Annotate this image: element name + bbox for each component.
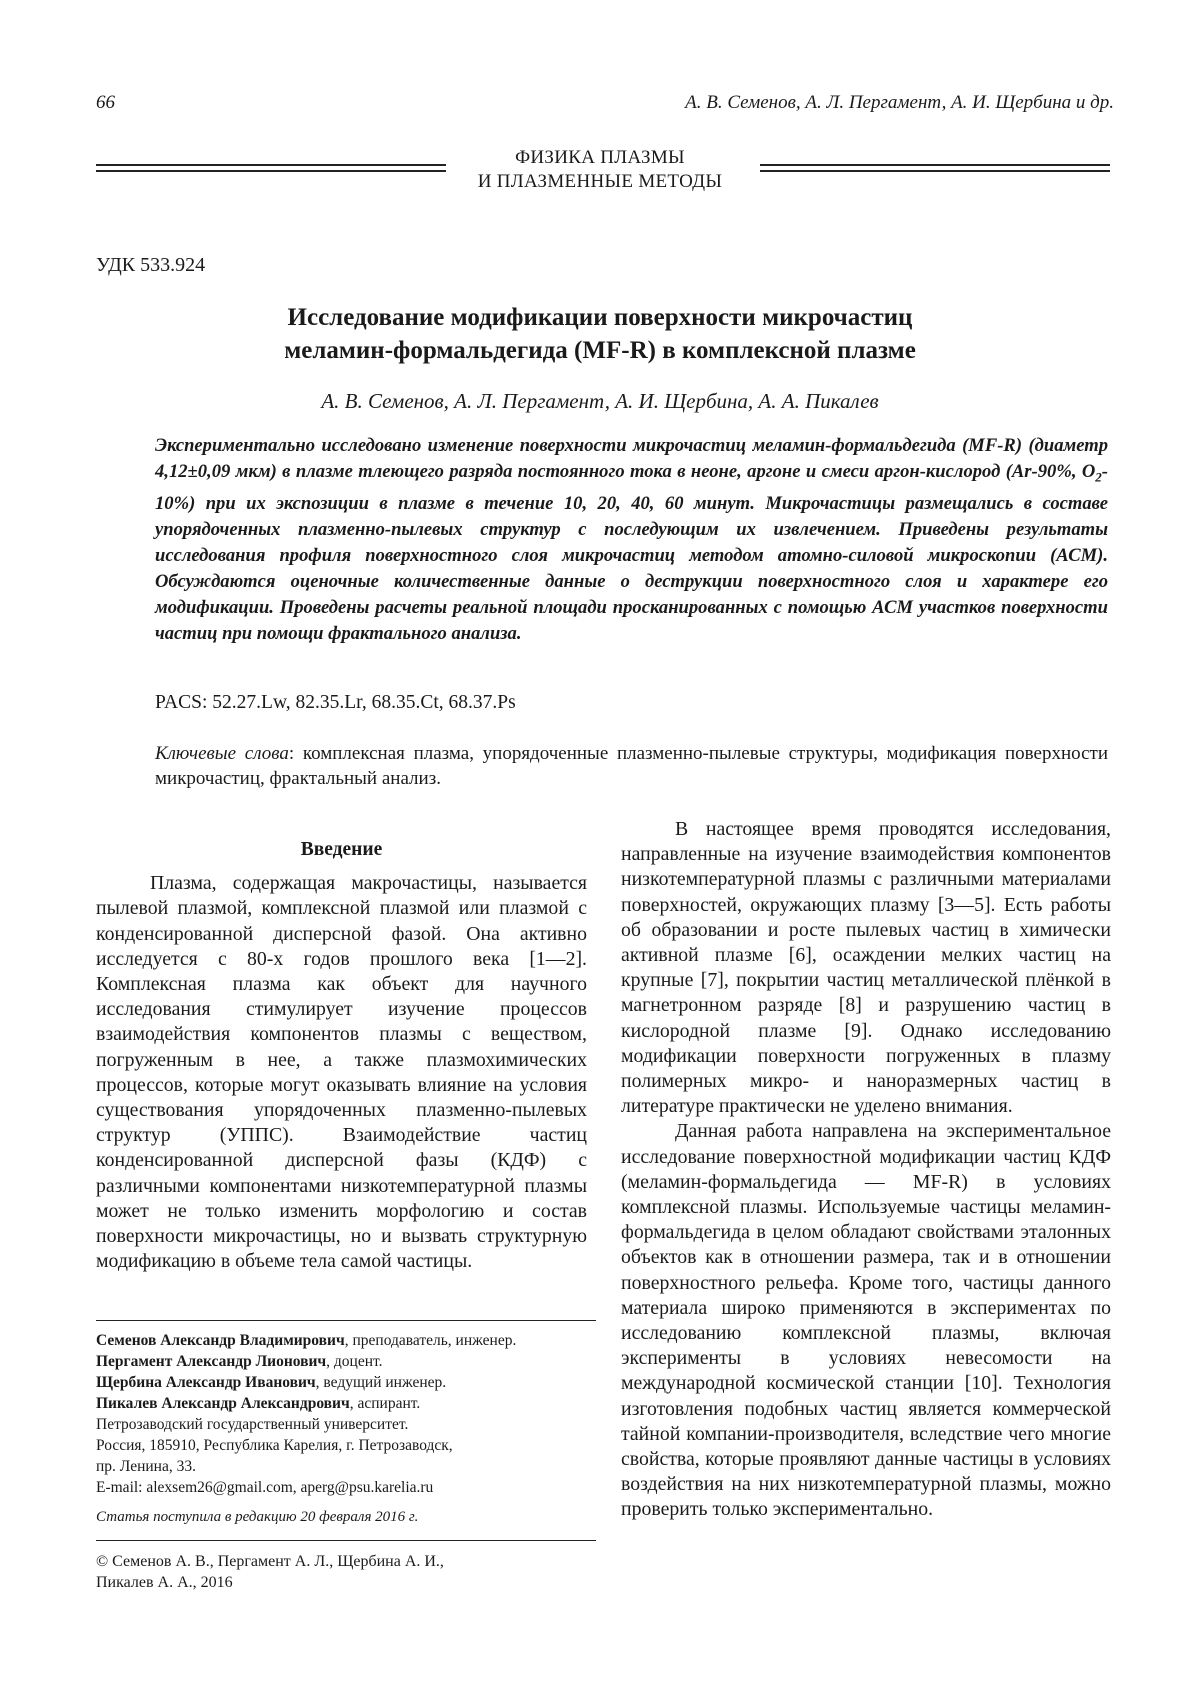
abstract-part1: Экспериментально исследовано изменение поверхности микрочастиц меламин-формальдегида (MF-R) (диаметр 4,12±0,09 мкм) в плазме тлеющего разряда постоянного тока в неоне, аргоне и смеси аргон-кислород (Ar-90%, O [155, 435, 1108, 482]
copyright-line-2: Пикалев А. А., 2016 [96, 1574, 233, 1591]
intro-heading: Введение [300, 839, 383, 860]
copyright-rule [96, 1540, 596, 1541]
author-info-4 [96, 1393, 596, 1414]
author-info-2 [96, 1351, 596, 1372]
author-1-role: , преподаватель, инженер. [344, 1332, 517, 1349]
copyright [96, 1551, 556, 1593]
address-line-2: пр. Ленина, 33. [96, 1458, 196, 1475]
keywords [155, 741, 1108, 791]
author-4-role: , аспирант. [349, 1395, 421, 1412]
email-line: E-mail: alexsem26@gmail.com, aperg@psu.karelia.ru [96, 1479, 434, 1496]
affiliation: Петрозаводский государственный университет. [96, 1416, 409, 1433]
right-column [621, 817, 1111, 1523]
pacs-codes: PACS: 52.27.Lw, 82.35.Lr, 68.35.Ct, 68.37.Ps [155, 692, 516, 713]
address-line-1: Россия, 185910, Республика Карелия, г. Петрозаводск, [96, 1437, 453, 1454]
section-title [0, 146, 1200, 194]
author-info [96, 1330, 596, 1498]
right-paragraph-1: В настоящее время проводятся исследования, направленные на изучение взаимодействия компонентов низкотемпературной плазмы с различными материалами поверхностей, окружающих плазму [3—5]. Есть работы об образовании и росте пылевых частиц в химически активной плазме [6], осаждении мелких частиц на крупные [7], покрытии частиц металлической плёнкой в магнетронном разряде [8] и разрушению частиц в кислородной плазме [9]. Однако исследованию модификации поверхности погруженных в плазму полимерных микро- и наноразмерных частиц в литературе практически не уделено внимания. [621, 818, 1111, 1118]
page-number: 66 [96, 92, 115, 113]
author-2-role: , доцент. [326, 1353, 383, 1370]
copyright-line-1: © Семенов А. В., Пергамент А. Л., Щербина А. И., [96, 1553, 444, 1570]
left-column [96, 837, 587, 1274]
author-1-name: Семенов Александр Владимирович [96, 1332, 345, 1349]
author-info-1 [96, 1330, 596, 1351]
udk-code: УДК 533.924 [96, 254, 206, 276]
running-head: А. В. Семенов, А. Л. Пергамент, А. И. Щербина и др. [685, 92, 1114, 113]
article-title-line1: Исследование модификации поверхности микрочастиц [287, 304, 913, 331]
author-info-3 [96, 1372, 596, 1393]
abstract [155, 433, 1108, 647]
intro-paragraph-1: Плазма, содержащая макрочастицы, называется пылевой плазмой, комплексной плазмой или плазмой с конденсированной дисперсной фазой. Она активно исследуется с 80-х годов прошлого века [1—2]. Комплексная плазма как объект для научного исследования стимулирует изучение процессов взаимодействия компонентов плазмы с веществом, погруженным в нее, а также плазмохимических процессов, которые могут оказывать влияние на условия существования упорядоченных плазменно-пылевых структур (УППС). Взаимодействие частиц конденсированной дисперсной фазы (КДФ) с различными компонентами низкотемпературной плазмы может не только изменить морфологию и состав поверхности микрочастицы, но и вызвать структурную модификацию в объеме тела самой частицы. [96, 872, 587, 1273]
author-2-name: Пергамент Александр Лионович [96, 1353, 327, 1370]
keywords-label: Ключевые слова [155, 743, 289, 764]
abstract-o2-subscript: 2 [1095, 469, 1102, 485]
keywords-text: : комплексная плазма, упорядоченные плазменно-пылевые структуры, модификация поверхности микрочастиц, фрактальный анализ. [155, 743, 1108, 789]
author-4-name: Пикалев Александр Александрович [96, 1395, 350, 1412]
author-3-name: Щербина Александр Иванович [96, 1374, 316, 1391]
author-3-role: , ведущий инженер. [315, 1374, 447, 1391]
section-title-line1: ФИЗИКА ПЛАЗМЫ [515, 147, 685, 168]
author-list: А. В. Семенов, А. Л. Пергамент, А. И. Щербина, А. А. Пикалев [321, 389, 879, 413]
article-title-line2: меламин-формальдегида (MF-R) в комплексной плазме [284, 337, 916, 364]
received-date: Статья поступила в редакцию 20 февраля 2016 г. [96, 1509, 419, 1525]
right-paragraph-2: Данная работа направлена на экспериментальное исследование поверхностной модификации частиц КДФ (меламин-формальдегида — MF-R) в условиях комплексной плазмы. Используемые частицы меламин-формальдегида в целом обладают свойствами эталонных объектов как в отношении размера, так и в отношении поверхностного рельефа. Кроме того, частицы данного материала широко применяются в экспериментах по исследованию комплексной плазмы, включая эксперименты в условиях невесомости на международной космической станции [10]. Технология изготовления подобных частиц является коммерческой тайной компании-производителя, вследствие чего многие свойства, которые проявляют данные частицы в условиях воздействия на них низкотемпературной плазмы, можно проверить только экспериментально. [621, 1120, 1111, 1521]
footnote-rule [96, 1320, 596, 1321]
section-title-line2: И ПЛАЗМЕННЫЕ МЕТОДЫ [477, 171, 723, 192]
article-title [130, 301, 1070, 367]
abstract-part2: -10%) при их экспозиции в плазме в течение 10, 20, 40, 60 минут. Микрочастицы размещались в составе упорядоченных плазменно-пылевых структур с последующим их извлечением. Приведены результаты исследования профиля поверхностного слоя микрочастиц методом атомно-силовой микроскопии (АСМ). Обсуждаются оценочные количественные данные о деструкции поверхностного слоя и характере его модификации. Проведены расчеты реальной площади просканированных с помощью АСМ участков поверхности частиц при помощи фрактального анализа. [155, 461, 1108, 644]
